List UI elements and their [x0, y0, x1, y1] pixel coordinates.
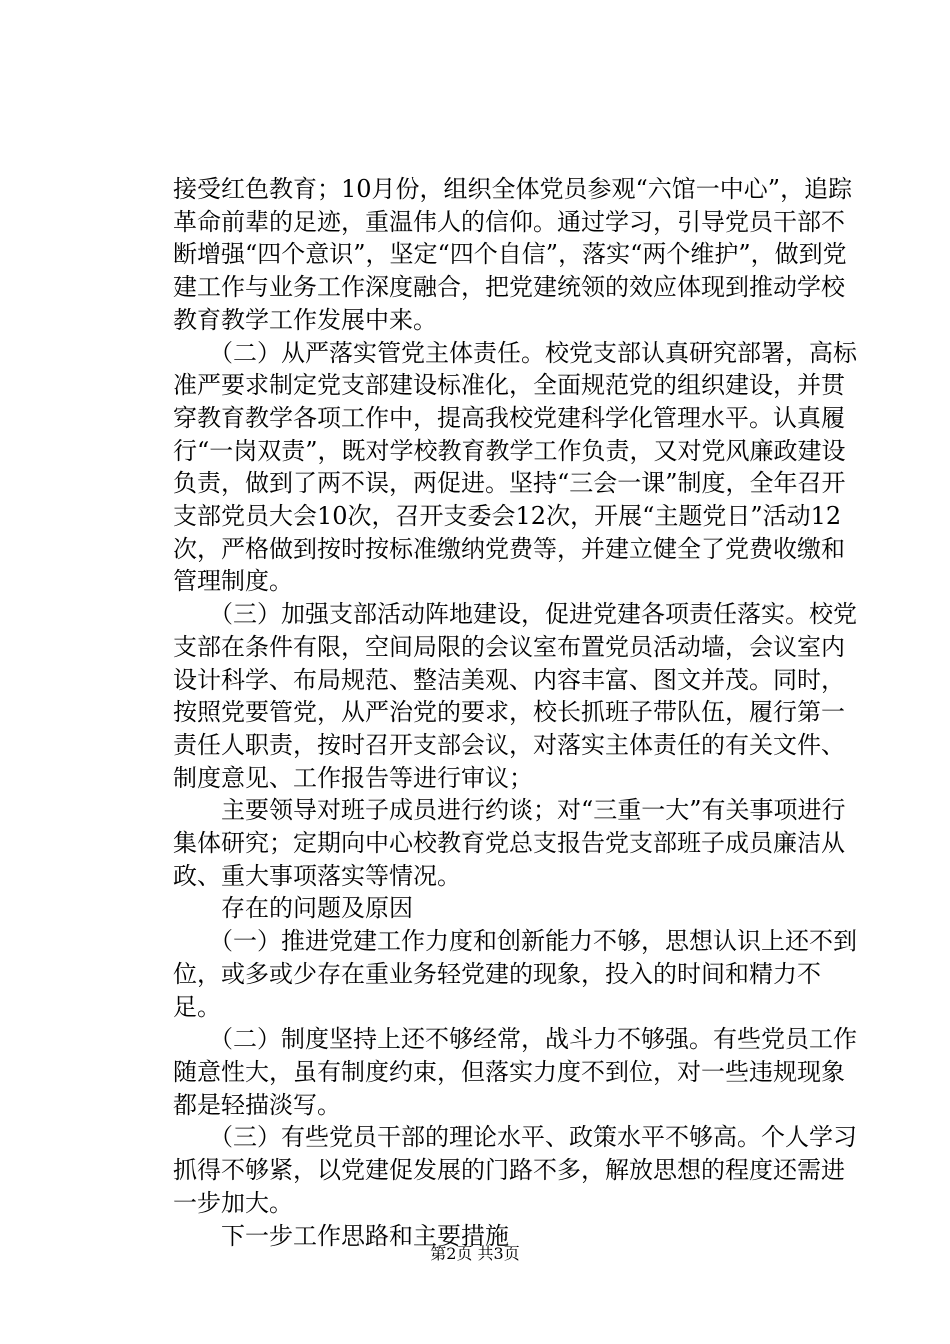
paragraph: （三）加强支部活动阵地建设，促进党建各项责任落实。校党支部在条件有限，空间局限的会议室布置党员活动墙，会议室内设计科学、布局规范、整洁美观、内容丰富、图文并茂。同时，按照党要管党，从严治党的要求，校长抓班子带队伍，履行第一责任人职责，按时召开支部会议，对落实主体责任的有关文件、制度意见、工作报告等进行审议；: [173, 600, 857, 792]
section-heading: 存在的问题及原因: [173, 894, 413, 923]
page-footer: 第2页 共3页: [430, 1244, 520, 1263]
paragraph: （二）从严落实管党主体责任。校党支部认真研究部署，高标准严要求制定党支部建设标准化，全面规范党的组织建设，并贯穿教育教学各项工作中，提高我校党建科学化管理水平。认真履行“一岗双责”，既对学校教育教学工作负责，又对党风廉政建设负责，做到了两不误，两促进。坚持“三会一课”制度，全年召开支部党员大会10次，召开支委会12次，开展“主题党日”活动12次，严格做到按时按标准缴纳党费等，并建立健全了党费收缴和管理制度。: [173, 338, 857, 596]
paragraph: 接受红色教育；10月份，组织全体党员参观“六馆一中心”，追踪革命前辈的足迹，重温伟人的信仰。通过学习，引导党员干部不断增强“四个意识”，坚定“四个自信”，落实“两个维护”，做到党建工作与业务工作深度融合，把党建统领的效应体现到推动学校教育教学工作发展中来。: [173, 175, 853, 334]
paragraph: （二）制度坚持上还不够经常，战斗力不够强。有些党员工作随意性大，虽有制度约束，但落实力度不到位，对一些违规现象都是轻描淡写。: [173, 1025, 857, 1119]
document-body: [173, 173, 863, 1252]
section-heading: 下一步工作思路和主要措施: [173, 1221, 509, 1250]
paragraph: 主要领导对班子成员进行约谈；对“三重一大”有关事项进行集体研究；定期向中心校教育党总支报告党支部班子成员廉洁从政、重大事项落实等情况。: [173, 796, 846, 890]
paragraph: （三）有些党员干部的理论水平、政策水平不够高。个人学习抓得不够紧，以党建促发展的门路不多，解放思想的程度还需进一步加大。: [173, 1123, 857, 1217]
paragraph: （一）推进党建工作力度和创新能力不够，思想认识上还不到位，或多或少存在重业务轻党建的现象，投入的时间和精力不足。: [173, 927, 857, 1021]
